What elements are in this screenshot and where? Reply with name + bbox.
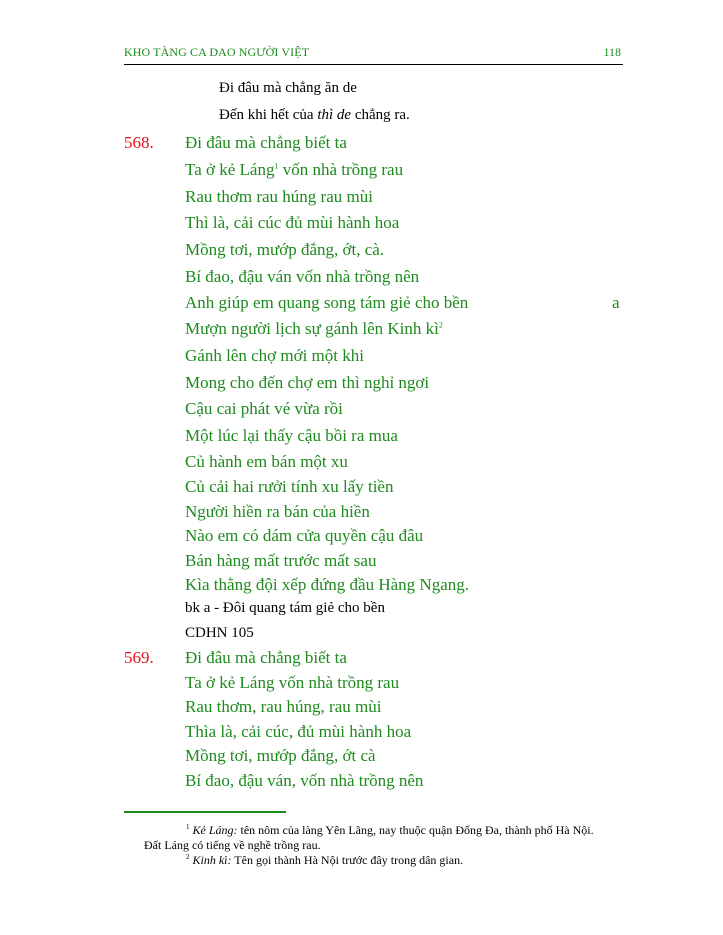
verse-line: Mồng tơi, mướp đắng, ớt cà xyxy=(185,746,376,765)
intro-italic: thì de xyxy=(317,107,352,123)
page-number: 118 xyxy=(603,45,621,59)
verse-line: Người hiền ra bán của hiền xyxy=(185,502,370,521)
intro-line: Đi đâu mà chẳng ăn de xyxy=(219,80,357,96)
verse-line: Củ hành em bán một xu xyxy=(185,452,348,471)
footnote-term: Kẻ Láng: xyxy=(192,823,238,837)
verse-line: Bí đao, đậu ván, vốn nhà trồng nên xyxy=(185,771,424,790)
footnote-divider xyxy=(124,811,286,813)
intro-text: chẳng ra. xyxy=(351,107,410,123)
verse-line: Anh giúp em quang song tám giẻ cho bền xyxy=(185,293,469,312)
verse-line: Đi đâu mà chẳng biết ta xyxy=(185,133,347,152)
footnote-ref[interactable]: 2 xyxy=(438,320,443,330)
footnote-term: Kinh kì: xyxy=(192,853,232,867)
verse-line: Mong cho đến chợ em thì nghỉ ngơi xyxy=(185,373,430,392)
page-header xyxy=(124,44,623,65)
poem-number: 569. xyxy=(124,648,154,667)
footnote-2 xyxy=(186,853,463,868)
footnote-text: tên nôm của làng Yên Lãng, nay thuộc quận Đống Đa, thành phố Hà Nội. xyxy=(237,823,594,837)
source-note: CDHN 105 xyxy=(185,625,254,641)
footnote-number: 1 xyxy=(186,823,190,831)
book-title: KHO TÀNG CA DAO NGƯỜI VIỆT xyxy=(124,45,310,59)
intro-line xyxy=(219,107,410,124)
intro-text: Đến khi hết của xyxy=(219,107,318,123)
verse-line: Bí đao, đậu ván vốn nhà trồng nên xyxy=(185,267,420,286)
verse-line: Ta ở kẻ Láng vốn nhà trồng rau xyxy=(185,673,400,692)
footnote-text: Tên gọi thành Hà Nội trước đây trong dân gian. xyxy=(231,853,464,867)
verse-line: Một lúc lại thấy cậu bồi ra mua xyxy=(185,426,398,445)
verse-line: Rau thơm rau húng rau mùi xyxy=(185,187,373,206)
verse-line: Đi đâu mà chẳng biết ta xyxy=(185,648,347,667)
verse-line: Mồng tơi, mướp đắng, ớt, cà. xyxy=(185,240,385,259)
verse-text: Ta ở kẻ Láng xyxy=(185,160,275,179)
verse-text: vốn nhà trồng rau xyxy=(278,160,404,179)
verse-line: Thìa là, cải cúc, đủ mùi hành hoa xyxy=(185,722,412,741)
footnote-1 xyxy=(186,823,594,838)
variant-marker: a xyxy=(612,293,620,312)
verse-line: Kìa thằng đội xếp đứng đầu Hàng Ngang. xyxy=(185,575,469,594)
verse-line: Bán hàng mất trước mất sau xyxy=(185,551,377,570)
footnote-number: 2 xyxy=(186,853,190,861)
verse-line xyxy=(185,319,443,339)
footnote-1-continued: Đất Láng có tiếng về nghề trồng rau. xyxy=(144,838,321,852)
variant-note: bk a - Đôi quang tám giẻ cho bền xyxy=(185,600,385,616)
verse-line: Củ cải hai rưởi tính xu lấy tiền xyxy=(185,477,394,496)
verse-text: Mượn người lịch sự gánh lên Kinh kì xyxy=(185,319,439,338)
verse-line: Rau thơm, rau húng, rau mùi xyxy=(185,697,382,716)
verse-line: Gánh lên chợ mới một khi xyxy=(185,346,364,365)
footnote-ref[interactable]: 1 xyxy=(274,161,279,171)
verse-line: Cậu cai phát vé vừa rồi xyxy=(185,399,343,418)
verse-line xyxy=(185,160,403,180)
verse-line: Nào em có dám cửa quyền cậu đâu xyxy=(185,526,424,545)
poem-number: 568. xyxy=(124,133,154,152)
verse-line: Thì là, cải cúc đủ mùi hành hoa xyxy=(185,213,400,232)
